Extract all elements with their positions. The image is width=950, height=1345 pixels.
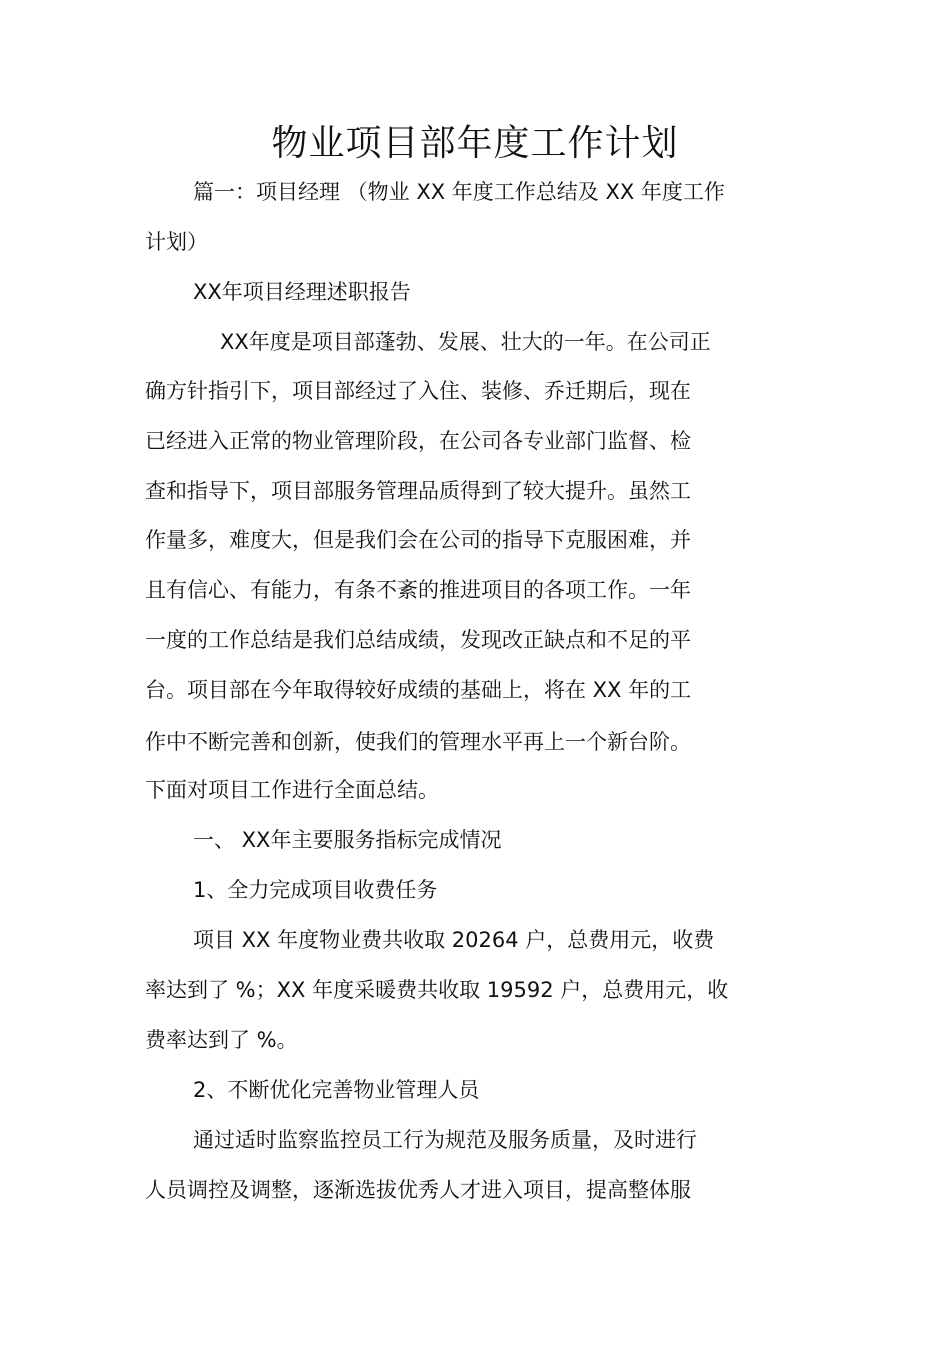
text-line-6: 已经进入正常的物业管理阶段，在公司各专业部门监督、检 xyxy=(145,429,691,453)
text-line-15: 率达到了 %；XX 年度采暖费共收取 19592 户，总费用元，收 xyxy=(145,978,729,1002)
text-line-7: 查和指导下，项目部服务管理品质得到了较大提升。虽然工 xyxy=(145,479,691,503)
subsection-heading-2: 2、不断优化完善物业管理人员 xyxy=(193,1078,480,1102)
section-heading-1: 一、 XX年主要服务指标完成情况 xyxy=(193,828,502,852)
text-line-17: 通过适时监察监控员工行为规范及服务质量，及时进行 xyxy=(193,1128,697,1152)
text-line-1: 篇一：项目经理 （物业 XX 年度工作总结及 XX 年度工作 xyxy=(193,180,725,204)
document-title: 物业项目部年度工作计划 xyxy=(271,123,679,164)
text-line-12: 作中不断完善和创新，使我们的管理水平再上一个新台阶。 xyxy=(145,730,691,754)
text-line-11: 台。项目部在今年取得较好成绩的基础上，将在 XX 年的工 xyxy=(145,678,692,702)
text-line-5: 确方针指引下，项目部经过了入住、装修、乔迁期后，现在 xyxy=(145,379,691,403)
text-line-8: 作量多，难度大，但是我们会在公司的指导下克服困难，并 xyxy=(145,528,691,552)
text-line-4: XX年度是项目部蓬勃、发展、壮大的一年。在公司正 xyxy=(220,330,711,354)
text-line-18: 人员调控及调整，逐渐选拔优秀人才进入项目，提高整体服 xyxy=(145,1178,691,1202)
text-line-3: XX年项目经理述职报告 xyxy=(193,280,411,304)
subsection-heading-1: 1、全力完成项目收费任务 xyxy=(193,878,438,902)
text-line-16: 费率达到了 %。 xyxy=(145,1028,298,1052)
text-line-2: 计划） xyxy=(145,230,208,254)
text-line-13: 下面对项目工作进行全面总结。 xyxy=(145,778,439,802)
text-line-10: 一度的工作总结是我们总结成绩，发现改正缺点和不足的平 xyxy=(145,628,691,652)
text-line-9: 且有信心、有能力，有条不紊的推进项目的各项工作。一年 xyxy=(145,578,691,602)
text-line-14: 项目 XX 年度物业费共收取 20264 户，总费用元，收费 xyxy=(193,928,715,952)
